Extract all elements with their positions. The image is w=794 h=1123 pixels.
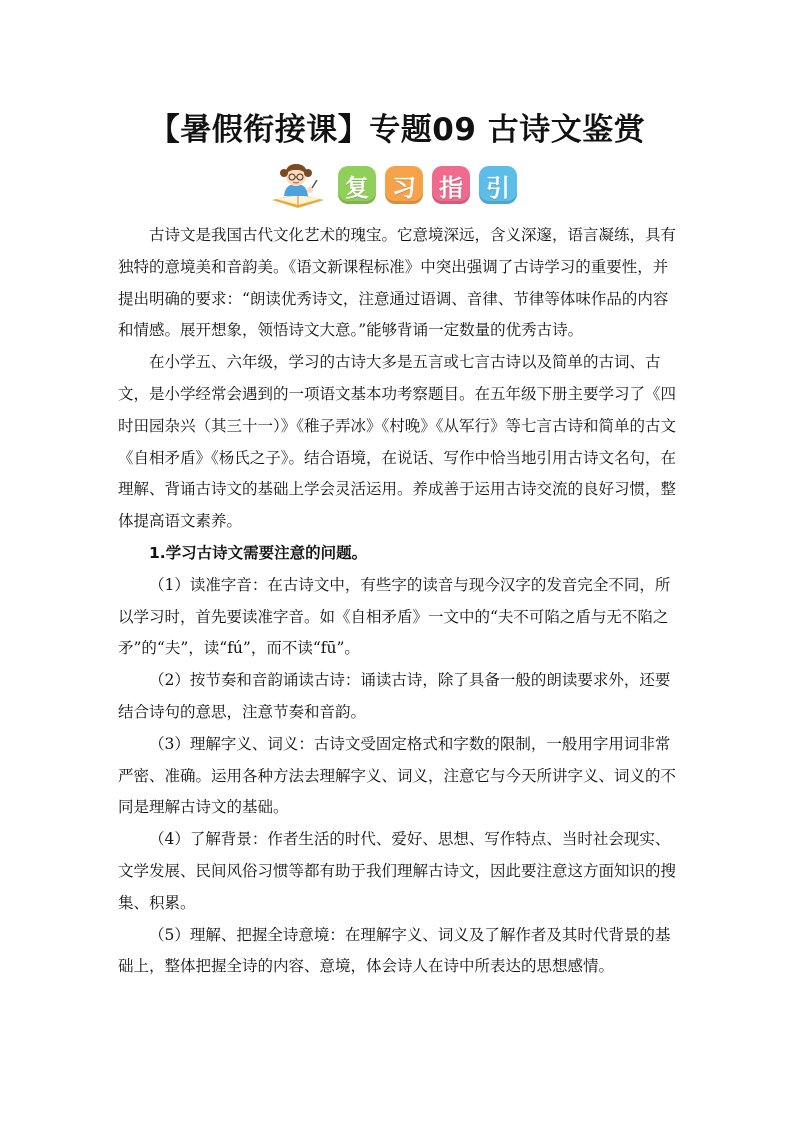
tile-fu: 复 — [338, 166, 376, 204]
body-text — [118, 220, 678, 983]
review-guide-banner — [268, 160, 526, 210]
student-reading-icon — [268, 160, 326, 210]
item-1-pronunciation: （1）读准字音：在古诗文中，有些字的读音与现今汉字的发音完全不同，所以学习时，首先要读准字音。如《自相矛盾》一文中的“夫不可陷之盾与无不陷之矛”的“夫”，读“fú”，而不读“fū”。 — [118, 575, 671, 658]
item-2-rhythm: （2）按节奏和音韵诵读古诗：诵读古诗，除了具备一般的朗读要求外，还要结合诗句的意思，注意节奏和音韵。 — [118, 671, 671, 721]
item-3-meaning: （3）理解字义、词义：古诗文受固定格式和字数的限制，一般用字用词非常严密、准确。运用各种方法去理解字义、词义，注意它与今天所讲字义、词义的不同是理解古诗文的基础。 — [118, 734, 677, 817]
tile-zhi: 指 — [432, 166, 470, 204]
tile-xi: 习 — [385, 166, 423, 204]
tile-yin: 引 — [479, 166, 517, 204]
intro-paragraph-1: 古诗文是我国古代文化艺术的瑰宝。它意境深远，含义深邃，语言凝练，具有独特的意境美和音韵美。《语文新课程标准》中突出强调了古诗学习的重要性，并提出明确的要求：“朗读优秀诗文，注意通过语调、音律、节律等体味作品的内容和情感。展开想象，领悟诗文大意。”能够背诵一定数量的优秀古诗。 — [118, 226, 677, 340]
item-4-background: （4）了解背景：作者生活的时代、爱好、思想、写作特点、当时社会现实、文学发展、民间风俗习惯等都有助于我们理解古诗文，因此要注意这方面知识的搜集、积累。 — [118, 830, 677, 912]
page-title: 【暑假衔接课】专题09 古诗文鉴赏 — [148, 112, 646, 148]
item-5-mood: （5）理解、把握全诗意境：在理解字义、词义及了解作者及其时代背景的基础上，整体把握全诗的内容、意境，体会诗人在诗中所表达的思想感情。 — [118, 925, 671, 976]
section-heading: 1.学习古诗文需要注意的问题。 — [149, 543, 368, 562]
intro-paragraph-2: 在小学五、六年级，学习的古诗大多是五言或七言古诗以及简单的古词、古文，是小学经常会遇到的一项语文基本功考察题目。在五年级下册主要学习了《四时田园杂兴（其三十一）》《稚子弄冰》《村晚》《从军行》等七言古诗和简单的古文《自相矛盾》《杨氏之子》。结合语境，在说话、写作中恰当地引用古诗文名句，在理解、背诵古诗文的基础上学会灵活运用。养成善于运用古诗交流的良好习惯，整体提高语文素养。 — [118, 353, 677, 531]
